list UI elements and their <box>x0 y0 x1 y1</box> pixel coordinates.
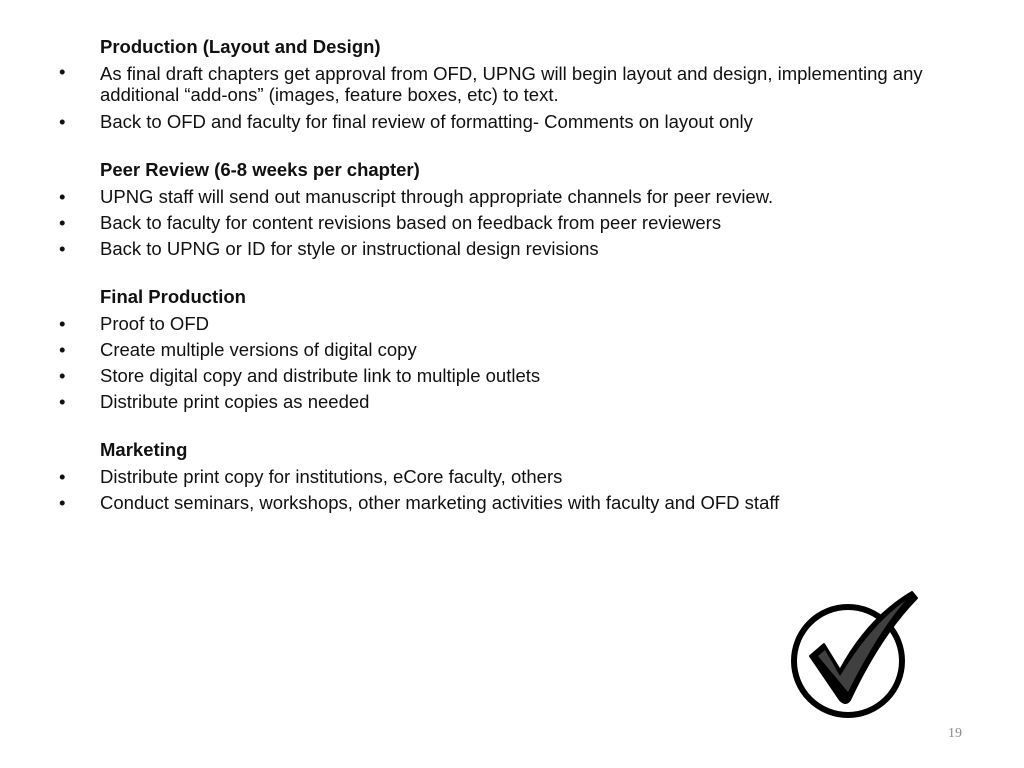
list-item <box>0 109 960 134</box>
list-item <box>0 61 960 105</box>
bullet-list <box>0 184 960 261</box>
bullet-text: As final draft chapters get approval from OFD, UPNG will begin layout and design, implementing any additional “add-ons” (images, feature boxes, etc) to text. <box>100 63 923 105</box>
list-item <box>0 311 960 336</box>
section-heading: Production (Layout and Design) <box>100 36 381 57</box>
bullet-dot: • <box>59 339 66 360</box>
section-production <box>0 34 960 134</box>
list-item <box>0 236 960 261</box>
section-marketing <box>0 437 960 515</box>
bullet-dot: • <box>59 61 66 82</box>
page-number: 19 <box>948 726 962 741</box>
section-heading: Final Production <box>100 286 246 307</box>
bullet-dot: • <box>59 466 66 487</box>
slide-content <box>0 34 960 538</box>
bullet-text: Back to OFD and faculty for final review of formatting- Comments on layout only <box>100 111 753 132</box>
bullet-text: Distribute print copy for institutions, eCore faculty, others <box>100 466 563 487</box>
list-item <box>0 210 960 235</box>
list-item <box>0 337 960 362</box>
bullet-dot: • <box>59 313 66 334</box>
bullet-dot: • <box>59 238 66 259</box>
bullet-dot: • <box>59 492 66 513</box>
bullet-text: Store digital copy and distribute link to multiple outlets <box>100 365 541 386</box>
list-item <box>0 464 960 489</box>
list-item <box>0 184 960 209</box>
section-heading: Peer Review (6-8 weeks per chapter) <box>100 159 420 180</box>
bullet-dot: • <box>59 365 66 386</box>
bullet-list <box>0 311 960 414</box>
section-heading: Marketing <box>100 439 188 460</box>
bullet-text: Back to UPNG or ID for style or instructional design revisions <box>100 238 599 259</box>
bullet-text: Back to faculty for content revisions based on feedback from peer reviewers <box>100 212 722 233</box>
bullet-text: Conduct seminars, workshops, other marketing activities with faculty and OFD staff <box>100 492 780 513</box>
bullet-text: Create multiple versions of digital copy <box>100 339 417 360</box>
bullet-dot: • <box>59 212 66 233</box>
checkmark-circle-icon <box>788 588 920 724</box>
bullet-text: Proof to OFD <box>100 313 209 334</box>
bullet-dot: • <box>59 111 66 132</box>
bullet-text: Distribute print copies as needed <box>100 391 370 412</box>
section-peer-review <box>0 157 960 261</box>
bullet-dot: • <box>59 391 66 412</box>
section-final-production <box>0 284 960 414</box>
bullet-text: UPNG staff will send out manuscript through appropriate channels for peer review. <box>100 186 774 207</box>
list-item <box>0 363 960 388</box>
bullet-dot: • <box>59 186 66 207</box>
list-item <box>0 490 960 515</box>
bullet-list <box>0 61 960 134</box>
bullet-list <box>0 464 960 515</box>
list-item <box>0 389 960 414</box>
